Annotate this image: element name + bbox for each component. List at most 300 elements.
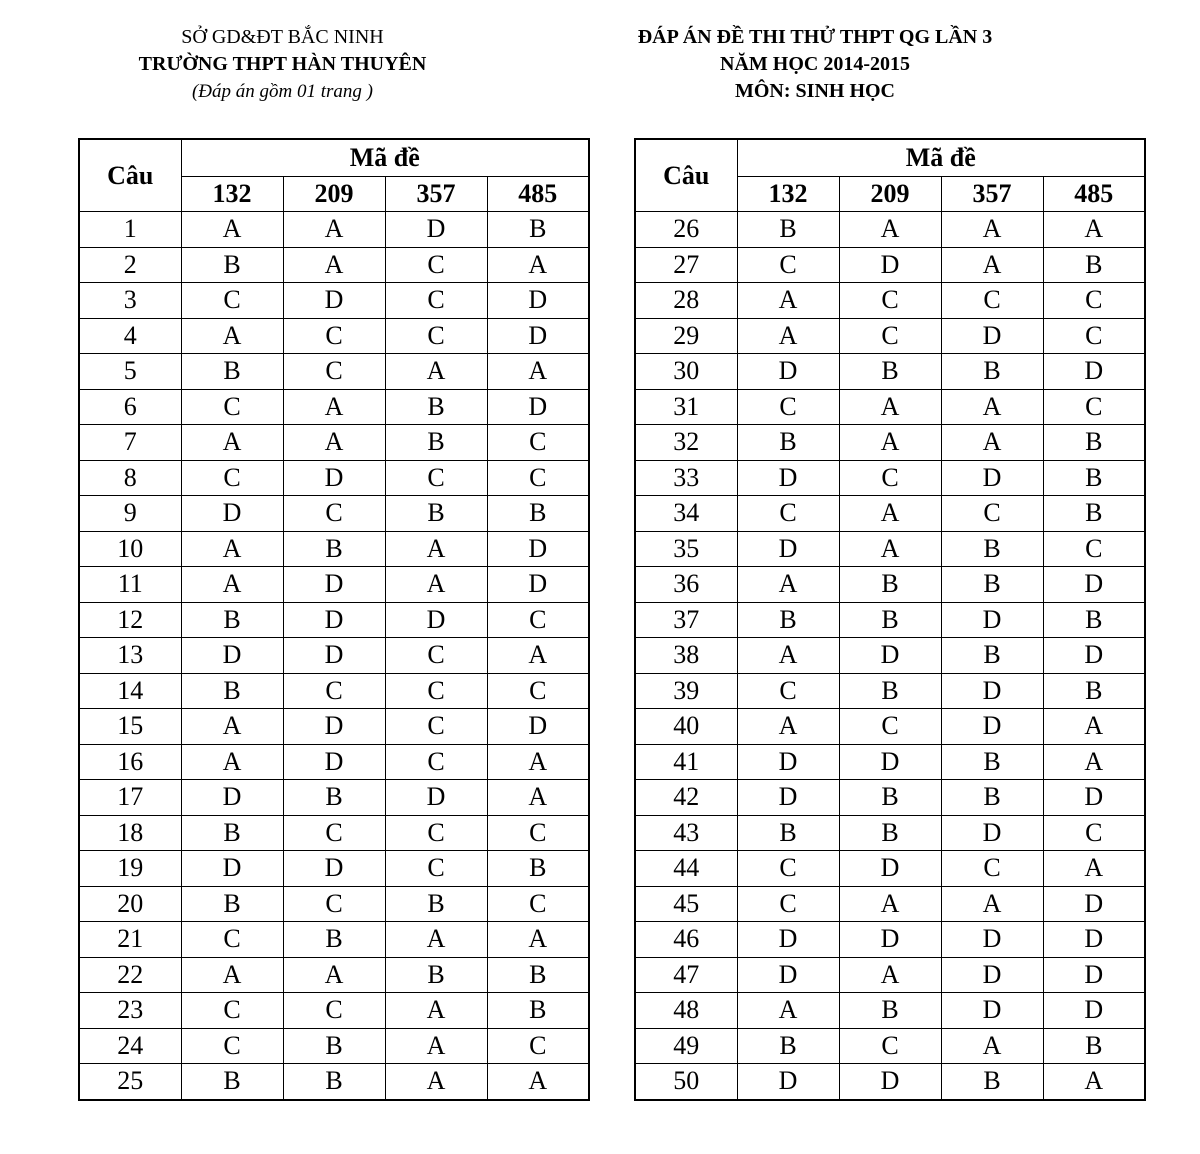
answer-cell: A xyxy=(737,638,839,674)
answer-cell: B xyxy=(181,1064,283,1100)
answer-cell: C xyxy=(181,460,283,496)
question-number: 16 xyxy=(79,744,181,780)
answer-cell: A xyxy=(181,212,283,248)
question-number: 27 xyxy=(635,247,737,283)
question-number: 33 xyxy=(635,460,737,496)
question-number: 32 xyxy=(635,425,737,461)
answer-cell: B xyxy=(941,1064,1043,1100)
answer-cell: C xyxy=(487,602,589,638)
table-row xyxy=(635,1028,1145,1064)
answer-cell: D xyxy=(941,318,1043,354)
answer-cell: B xyxy=(385,389,487,425)
table-row xyxy=(79,318,589,354)
answer-cell: C xyxy=(737,389,839,425)
exam-code-357: 357 xyxy=(385,177,487,212)
answer-cell: C xyxy=(385,638,487,674)
answer-cell: A xyxy=(487,922,589,958)
answer-cell: C xyxy=(385,247,487,283)
answer-cell: D xyxy=(839,1064,941,1100)
answer-cell: D xyxy=(941,815,1043,851)
answer-cell: B xyxy=(737,1028,839,1064)
department-name: SỞ GD&ĐT BẮC NINH xyxy=(181,26,384,48)
answer-cell: A xyxy=(941,886,1043,922)
answer-cell: A xyxy=(737,993,839,1029)
question-number: 41 xyxy=(635,744,737,780)
answer-cell: C xyxy=(1043,815,1145,851)
answer-cell: D xyxy=(839,744,941,780)
answer-cell: B xyxy=(737,425,839,461)
question-number: 8 xyxy=(79,460,181,496)
question-number: 2 xyxy=(79,247,181,283)
answer-cell: D xyxy=(181,851,283,887)
answer-cell: D xyxy=(1043,638,1145,674)
school-name: TRƯỜNG THPT HÀN THUYÊN xyxy=(138,53,427,75)
answer-cell: B xyxy=(385,886,487,922)
answer-cell: A xyxy=(487,638,589,674)
answer-cell: A xyxy=(487,744,589,780)
answer-cell: C xyxy=(487,886,589,922)
answer-cell: B xyxy=(487,851,589,887)
answer-cell: D xyxy=(487,709,589,745)
table-row xyxy=(635,460,1145,496)
table-row xyxy=(79,638,589,674)
answer-cell: C xyxy=(283,815,385,851)
table-row xyxy=(79,247,589,283)
answer-cell: D xyxy=(487,318,589,354)
answer-cell: C xyxy=(487,815,589,851)
question-number: 49 xyxy=(635,1028,737,1064)
answer-cell: C xyxy=(487,460,589,496)
answer-cell: B xyxy=(1043,673,1145,709)
answer-cell: A xyxy=(283,389,385,425)
table-row xyxy=(635,602,1145,638)
table-row xyxy=(79,1028,589,1064)
answer-cell: A xyxy=(941,425,1043,461)
answer-cell: C xyxy=(181,283,283,319)
answer-cell: D xyxy=(941,460,1043,496)
answer-cell: D xyxy=(941,673,1043,709)
answer-cell: C xyxy=(1043,389,1145,425)
answer-cell: A xyxy=(385,531,487,567)
table-row xyxy=(79,851,589,887)
answer-cell: C xyxy=(941,851,1043,887)
answer-cell: C xyxy=(941,283,1043,319)
answer-cell: B xyxy=(385,496,487,532)
answer-cell: C xyxy=(283,673,385,709)
answer-cell: D xyxy=(385,602,487,638)
question-number: 24 xyxy=(79,1028,181,1064)
answer-cell: B xyxy=(737,815,839,851)
answer-cell: A xyxy=(283,425,385,461)
answer-cell: B xyxy=(1043,460,1145,496)
exam-title: ĐÁP ÁN ĐỀ THI THỬ THPT QG LẦN 3 xyxy=(637,26,993,48)
exam-code-209: 209 xyxy=(283,177,385,212)
answer-cell: A xyxy=(385,922,487,958)
table-row xyxy=(635,1064,1145,1100)
question-number: 42 xyxy=(635,780,737,816)
answer-cell: A xyxy=(1043,744,1145,780)
answer-cell: A xyxy=(941,389,1043,425)
answer-cell: D xyxy=(487,283,589,319)
question-number: 34 xyxy=(635,496,737,532)
answer-cell: C xyxy=(1043,283,1145,319)
answer-cell: D xyxy=(283,851,385,887)
answer-cell: B xyxy=(1043,1028,1145,1064)
answer-cell: C xyxy=(385,673,487,709)
table-row xyxy=(79,1064,589,1100)
question-number: 23 xyxy=(79,993,181,1029)
answer-cell: C xyxy=(737,886,839,922)
answer-cell: A xyxy=(181,957,283,993)
question-number: 36 xyxy=(635,567,737,603)
question-number: 4 xyxy=(79,318,181,354)
question-number: 28 xyxy=(635,283,737,319)
table-row xyxy=(635,851,1145,887)
exam-code-485: 485 xyxy=(1043,177,1145,212)
page-count-note: (Đáp án gồm 01 trang ) xyxy=(191,81,374,102)
answer-cell: B xyxy=(1043,425,1145,461)
answer-cell: B xyxy=(283,922,385,958)
exam-code-485: 485 xyxy=(487,177,589,212)
answer-cell: B xyxy=(1043,247,1145,283)
answer-cell: A xyxy=(941,212,1043,248)
answer-cell: B xyxy=(181,354,283,390)
table-row xyxy=(79,212,589,248)
answer-cell: A xyxy=(181,567,283,603)
answer-cell: D xyxy=(283,283,385,319)
answer-cell: B xyxy=(1043,496,1145,532)
answer-cell: A xyxy=(839,886,941,922)
question-number: 3 xyxy=(79,283,181,319)
table-row xyxy=(635,744,1145,780)
answer-cell: D xyxy=(283,709,385,745)
answer-cell: A xyxy=(941,1028,1043,1064)
table-row xyxy=(79,886,589,922)
answer-cell: D xyxy=(941,709,1043,745)
answer-cell: A xyxy=(385,1064,487,1100)
answer-cell: C xyxy=(839,1028,941,1064)
answer-cell: D xyxy=(737,922,839,958)
answer-cell: C xyxy=(283,318,385,354)
table-row xyxy=(79,957,589,993)
table-row xyxy=(79,815,589,851)
table-row xyxy=(79,602,589,638)
answer-cell: A xyxy=(737,567,839,603)
answer-cell: D xyxy=(487,567,589,603)
answer-cell: A xyxy=(181,531,283,567)
answer-cell: C xyxy=(1043,318,1145,354)
answer-cell: B xyxy=(181,602,283,638)
answer-cell: A xyxy=(385,993,487,1029)
question-number: 17 xyxy=(79,780,181,816)
answer-cell: C xyxy=(385,460,487,496)
answer-cell: A xyxy=(839,389,941,425)
answer-cell: C xyxy=(283,354,385,390)
table-row xyxy=(635,212,1145,248)
answer-cell: B xyxy=(737,212,839,248)
answer-cell: A xyxy=(839,425,941,461)
answer-cell: A xyxy=(283,212,385,248)
answer-cell: A xyxy=(487,247,589,283)
answer-cell: D xyxy=(1043,780,1145,816)
question-number: 13 xyxy=(79,638,181,674)
table-row xyxy=(79,425,589,461)
exam-code-357: 357 xyxy=(941,177,1043,212)
table-row xyxy=(635,425,1145,461)
answer-cell: C xyxy=(385,815,487,851)
answer-cell: C xyxy=(283,993,385,1029)
answer-cell: D xyxy=(283,460,385,496)
answer-cell: A xyxy=(839,496,941,532)
answer-cell: B xyxy=(839,815,941,851)
table-row xyxy=(79,389,589,425)
answer-cell: D xyxy=(181,638,283,674)
answer-cell: D xyxy=(737,780,839,816)
answer-cell: D xyxy=(941,922,1043,958)
answer-cell: C xyxy=(737,851,839,887)
answer-cell: D xyxy=(737,744,839,780)
question-number: 29 xyxy=(635,318,737,354)
table-row xyxy=(79,283,589,319)
answer-cell: D xyxy=(1043,957,1145,993)
table-row xyxy=(635,283,1145,319)
answer-cell: B xyxy=(941,567,1043,603)
table-row xyxy=(635,531,1145,567)
answer-cell: B xyxy=(839,354,941,390)
answer-cell: D xyxy=(839,851,941,887)
table-row xyxy=(79,780,589,816)
question-number: 38 xyxy=(635,638,737,674)
exam-code-132: 132 xyxy=(737,177,839,212)
answer-cell: A xyxy=(283,247,385,283)
answer-cell: C xyxy=(181,389,283,425)
answer-cell: D xyxy=(283,602,385,638)
answer-cell: A xyxy=(487,354,589,390)
table-row xyxy=(635,780,1145,816)
answer-cell: B xyxy=(487,212,589,248)
answer-cell: C xyxy=(181,1028,283,1064)
answer-cell: B xyxy=(839,567,941,603)
answer-cell: D xyxy=(385,780,487,816)
answer-table-right xyxy=(634,138,1146,1101)
table-row xyxy=(635,389,1145,425)
answer-cell: C xyxy=(487,673,589,709)
answer-cell: D xyxy=(839,638,941,674)
answer-cell: D xyxy=(737,1064,839,1100)
answer-cell: C xyxy=(839,460,941,496)
table-row xyxy=(635,709,1145,745)
answer-cell: D xyxy=(1043,567,1145,603)
question-number: 14 xyxy=(79,673,181,709)
answer-cell: D xyxy=(941,993,1043,1029)
table-row xyxy=(635,247,1145,283)
answer-cell: B xyxy=(385,957,487,993)
table-row xyxy=(635,815,1145,851)
answer-cell: C xyxy=(737,247,839,283)
exam-header xyxy=(600,24,1030,105)
answer-cell: A xyxy=(839,212,941,248)
question-number: 25 xyxy=(79,1064,181,1100)
answer-cell: B xyxy=(181,673,283,709)
question-number: 7 xyxy=(79,425,181,461)
question-number: 11 xyxy=(79,567,181,603)
answer-cell: B xyxy=(1043,602,1145,638)
question-number: 45 xyxy=(635,886,737,922)
question-number: 18 xyxy=(79,815,181,851)
question-number: 50 xyxy=(635,1064,737,1100)
table-row xyxy=(79,709,589,745)
answer-cell: A xyxy=(487,780,589,816)
answer-cell: B xyxy=(181,247,283,283)
answer-cell: A xyxy=(1043,1064,1145,1100)
answer-cell: A xyxy=(737,709,839,745)
answer-cell: C xyxy=(283,496,385,532)
question-number: 1 xyxy=(79,212,181,248)
school-year: NĂM HỌC 2014-2015 xyxy=(720,53,910,75)
answer-cell: D xyxy=(737,957,839,993)
answer-cell: C xyxy=(839,709,941,745)
answer-cell: C xyxy=(181,922,283,958)
question-number: 40 xyxy=(635,709,737,745)
answer-cell: B xyxy=(941,780,1043,816)
answer-cell: B xyxy=(283,1064,385,1100)
answer-cell: B xyxy=(283,1028,385,1064)
answer-cell: B xyxy=(839,780,941,816)
answer-cell: B xyxy=(487,993,589,1029)
answer-cell: A xyxy=(181,318,283,354)
exam-code-132: 132 xyxy=(181,177,283,212)
question-number: 44 xyxy=(635,851,737,887)
answer-cell: C xyxy=(737,496,839,532)
question-number: 39 xyxy=(635,673,737,709)
answer-cell: A xyxy=(941,247,1043,283)
answer-cell: C xyxy=(487,1028,589,1064)
answer-cell: C xyxy=(181,993,283,1029)
question-number: 12 xyxy=(79,602,181,638)
exam-code-209: 209 xyxy=(839,177,941,212)
answer-cell: B xyxy=(941,744,1043,780)
answer-cell: B xyxy=(737,602,839,638)
answer-cell: A xyxy=(737,318,839,354)
answer-cell: B xyxy=(941,638,1043,674)
table-row xyxy=(635,993,1145,1029)
table-row xyxy=(635,922,1145,958)
answer-cell: B xyxy=(487,496,589,532)
question-number: 19 xyxy=(79,851,181,887)
table-row xyxy=(635,957,1145,993)
table-row xyxy=(79,993,589,1029)
answer-cell: A xyxy=(181,709,283,745)
answer-cell: A xyxy=(181,744,283,780)
answer-cell: D xyxy=(737,354,839,390)
answer-cell: A xyxy=(1043,851,1145,887)
answer-cell: D xyxy=(283,744,385,780)
answer-cell: C xyxy=(385,318,487,354)
table-row xyxy=(79,673,589,709)
answer-cell: B xyxy=(839,602,941,638)
question-number: 9 xyxy=(79,496,181,532)
answer-cell: D xyxy=(839,247,941,283)
question-number: 26 xyxy=(635,212,737,248)
answer-cell: A xyxy=(1043,709,1145,745)
answer-table-left xyxy=(78,138,590,1101)
answer-cell: B xyxy=(487,957,589,993)
question-number: 20 xyxy=(79,886,181,922)
answer-cell: B xyxy=(839,993,941,1029)
answer-cell: A xyxy=(181,425,283,461)
question-number: 10 xyxy=(79,531,181,567)
answer-cell: A xyxy=(385,567,487,603)
answer-cell: A xyxy=(839,531,941,567)
question-number: 43 xyxy=(635,815,737,851)
answer-cell: D xyxy=(839,922,941,958)
answer-cell: C xyxy=(385,283,487,319)
subject-name: MÔN: SINH HỌC xyxy=(735,80,895,102)
answer-cell: A xyxy=(737,283,839,319)
question-number: 47 xyxy=(635,957,737,993)
question-column-header: Câu xyxy=(79,139,181,212)
answer-cell: B xyxy=(941,354,1043,390)
table-row xyxy=(635,567,1145,603)
answer-cell: B xyxy=(181,886,283,922)
table-row xyxy=(79,567,589,603)
answer-cell: D xyxy=(181,780,283,816)
question-number: 21 xyxy=(79,922,181,958)
question-number: 5 xyxy=(79,354,181,390)
question-number: 48 xyxy=(635,993,737,1029)
answer-cell: A xyxy=(385,354,487,390)
question-number: 6 xyxy=(79,389,181,425)
answer-cell: D xyxy=(941,957,1043,993)
answer-cell: D xyxy=(1043,993,1145,1029)
question-number: 22 xyxy=(79,957,181,993)
answer-cell: D xyxy=(737,531,839,567)
question-number: 37 xyxy=(635,602,737,638)
answer-cell: D xyxy=(1043,922,1145,958)
answer-cell: B xyxy=(385,425,487,461)
answer-cell: D xyxy=(283,567,385,603)
table-row xyxy=(635,354,1145,390)
table-row xyxy=(635,318,1145,354)
question-number: 15 xyxy=(79,709,181,745)
answer-cell: D xyxy=(487,389,589,425)
answer-cell: C xyxy=(283,886,385,922)
answer-cell: C xyxy=(487,425,589,461)
answer-rows-left xyxy=(79,212,589,1100)
answer-cell: A xyxy=(385,1028,487,1064)
question-number: 31 xyxy=(635,389,737,425)
answer-cell: D xyxy=(1043,354,1145,390)
question-number: 35 xyxy=(635,531,737,567)
answer-cell: D xyxy=(1043,886,1145,922)
answer-cell: C xyxy=(941,496,1043,532)
table-row xyxy=(79,460,589,496)
table-row xyxy=(79,922,589,958)
question-number: 46 xyxy=(635,922,737,958)
answer-cell: B xyxy=(283,780,385,816)
school-header xyxy=(80,24,485,105)
answer-cell: D xyxy=(487,531,589,567)
answer-cell: C xyxy=(385,709,487,745)
table-row xyxy=(635,496,1145,532)
answer-cell: D xyxy=(385,212,487,248)
answer-cell: C xyxy=(839,283,941,319)
question-number: 30 xyxy=(635,354,737,390)
answer-cell: B xyxy=(941,531,1043,567)
answer-cell: B xyxy=(181,815,283,851)
question-column-header: Câu xyxy=(635,139,737,212)
table-row xyxy=(79,531,589,567)
